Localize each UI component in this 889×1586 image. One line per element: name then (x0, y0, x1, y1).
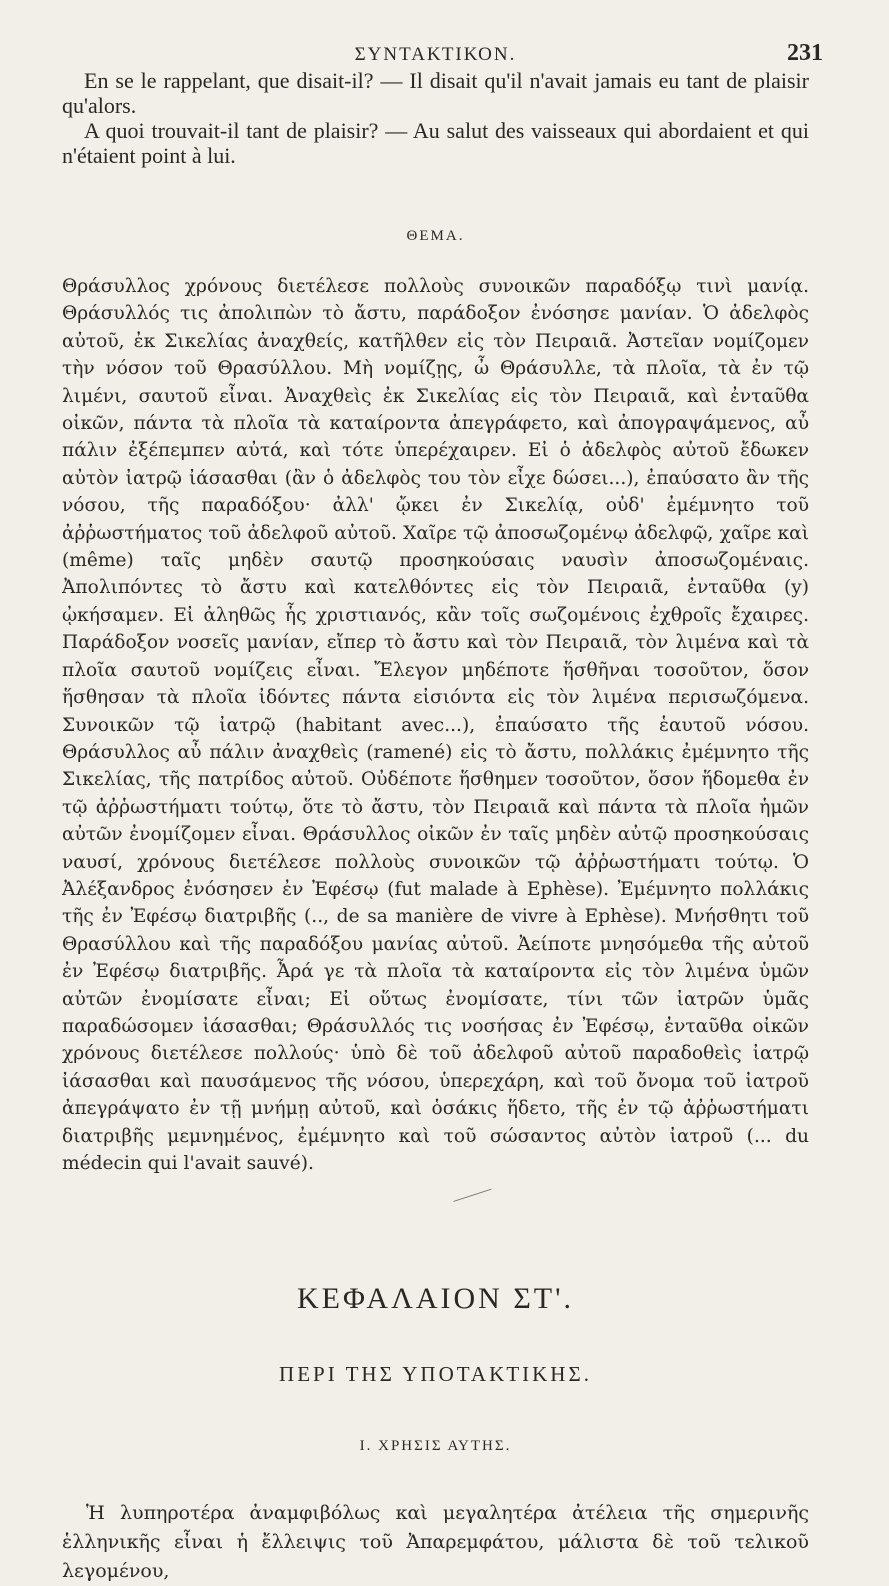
french-paragraph-2: A quoi trouvait-il tant de plaisir? — Au salut des vaisseaux qui abordaient et qui n'étaient point à lui. (62, 118, 809, 168)
page-number: 231 (787, 40, 823, 66)
chapter-subtitle: ΠΕΡΙ ΤΗΣ ΥΠΟΤΑΚΤΙΚΗΣ. (279, 1362, 592, 1387)
running-head (62, 38, 823, 68)
section-title: I. ΧΡΗΣΙΣ ΑΥΤΗΣ. (359, 1438, 512, 1455)
theme-heading: ΘΕΜΑ. (406, 228, 465, 244)
chapter-title: ΚΕΦΑΛΑΙΟΝ ΣΤ'. (296, 1282, 575, 1316)
theme-exercise-text: Θράσυλλος χρόνους διετέλεσε πολλοὺς συνοικῶν παραδόξῳ τινὶ μανίᾳ. Θράσυλλός τις ἀπολιπὼν τὸ ἄστυ, παράδοξον ἐνόσησε μανίαν. Ὁ ἀδελφὸς αὐτοῦ, ἐκ Σικελίας ἀναχθείς, κατῆλθεν εἰς τὸν Πειραιᾶ. Ἀστεῖαν νομίζομεν τὴν νόσον τοῦ Θρασύλλου. Μὴ νομίζῃς, ὦ Θράσυλλε, τὰ πλοῖα, τὰ ἐν τῷ λιμένι, σαυτοῦ εἶναι. Ἀναχθεὶς ἐκ Σικελίας εἰς τὸν Πειραιᾶ, καὶ ἐνταῦθα οἰκῶν, πάντα τὰ πλοῖα τὰ καταίροντα ἀπεγράφετο, καὶ ἀπογραψάμενος, αὖ πάλιν ἐξέπεμπεν αὐτά, καὶ τότε ὑπερέχαιρεν. Εἰ ὁ ἀδελφὸς αὐτοῦ ἔδωκεν αὐτὸν ἰατρῷ ἰάσασθαι (ἂν ὁ ἀδελφὸς του τὸν εἶχε δώσει...), ἐπαύσατο ἂν τῆς νόσου, τῆς παραδόξου· ἀλλ' ᾤκει ἐν Σικελίᾳ, οὐδ' ἐμέμνητο τοῦ ἀῤῥωστήματος τοῦ ἀδελφοῦ αὐτοῦ. Χαῖρε τῷ ἀποσωζομένῳ ἀδελφῷ, χαῖρε καὶ (même) ταῖς μηδὲν σαυτῷ προσηκούσαις ναυσὶν ἀποσωζομέναις. Ἀπολιπόντες τὸ ἄστυ καὶ κατελθόντες εἰς τὸν Πειραιᾶ, ἐνταῦθα (y) ᾠκήσαμεν. Εἰ ἀληθῶς ἧς χριστιανός, κἂν τοῖς σωζομένοις ἐχθροῖς ἔχαιρες. Παράδοξον νοσεῖς μανίαν, εἴπερ τὸ ἄστυ καὶ τὸν Πειραιᾶ, τὸν λιμένα καὶ τὰ πλοῖα σαυτοῦ νομίζεις εἶναι. Ἔλεγον μηδέποτε ἥσθῆναι τοσοῦτον, ὅσον ἥσθησαν τὰ πλοῖα ἰδόντες πάντα εἰσιόντα εἰς τὸν λιμένα περισωζόμενα. Συνοικῶν τῷ ἰατρῷ (habitant avec...), ἐπαύσατο τῆς ἑαυτοῦ νόσου. Θράσυλλος αὖ πάλιν ἀναχθεὶς (ramené) εἰς τὸ ἄστυ, πολλάκις ἐμέμνητο τῆς Σικελίας, τῆς πατρίδος αὐτοῦ. Οὐδέποτε ἥσθημεν τοσοῦτον, ὅσον ἥδομεθα ἐν τῷ ἀῤῥωστήματι τούτῳ, ὅτε τὸ ἄστυ, τὸν Πειραιᾶ καὶ πάντα τὰ πλοῖα ἡμῶν αὐτῶν ἐνομίζομεν εἶναι. Θράσυλλος οἰκῶν ἐν ταῖς μηδὲν αὐτῷ προσηκούσαις ναυσί, χρόνους διετέλεσε πολλοὺς συνοικῶν τῷ ἀῤῥωστήματι τούτῳ. Ὁ Ἀλέξανδρος ἐνόσησεν ἐν Ἐφέσῳ (fut malade à Ephèse). Ἐμέμνητο πολλάκις τῆς ἐν Ἐφέσῳ διατριβῆς (.., de sa manière de vivre à Ephèse). Μνήσθητι τοῦ Θρασύλλου καὶ τῆς παραδόξου μανίας αὐτοῦ. Ἀείποτε μνησόμεθα τῆς αὐτοῦ ἐν Ἐφέσῳ διατριβῆς. Ἆρά γε τὰ πλοῖα τὰ καταίροντα εἰς τὸν λιμένα ὑμῶν αὐτῶν ἐνομίσατε εἶναι; Εἰ οὕτως ἐνομίσατε, τίνι τῶν ἰατρῶν ὑμᾶς παραδώσομεν ἰάσασθαι; Θράσυλλός τις νοσήσας ἐν Ἐφέσῳ, ἐνταῦθα οἰκῶν χρόνους διετέλεσε πολλούς· ὑπὸ δὲ τοῦ ἀδελφοῦ αὐτοῦ παραδοθεὶς ἰατρῷ ἰάσασθαι καὶ παυσάμενος τῆς νόσου, ὑπερεχάρη, καὶ τοῦ ὄνομα τοῦ ἰατροῦ ἀπεγράψατο ἐν τῇ μνήμῃ αὐτοῦ, καὶ ὁσάκις ἥδετο, τῆς ἐν τῷ ἀῤῥωστήματι διατριβῆς μεμνημένος, ἐμέμνητο καὶ τοῦ σώσαντος αὐτὸν ἰατροῦ (... du médecin qui l'avait sauvé). (62, 276, 809, 1174)
french-paragraph-1: En se le rappelant, que disait-il? — Il disait qu'il n'avait jamais eu tant de plaisir qu'alors. (62, 68, 809, 118)
closing-paragraph: Ἡ λυπηροτέρα ἀναμφιβόλως καὶ μεγαλητέρα ἀτέλεια τῆς σημερινῆς ἑλληνικῆς εἶναι ἡ ἔλλειψις τοῦ Ἀπαρεμφάτου, μάλιστα δὲ τοῦ τελικοῦ λεγομένου, (62, 1502, 809, 1583)
section-end-mark (450, 1179, 491, 1202)
running-title: ΣΥΝΤΑΚΤΙΚΟΝ. (354, 44, 517, 65)
french-translation-block (62, 68, 809, 168)
